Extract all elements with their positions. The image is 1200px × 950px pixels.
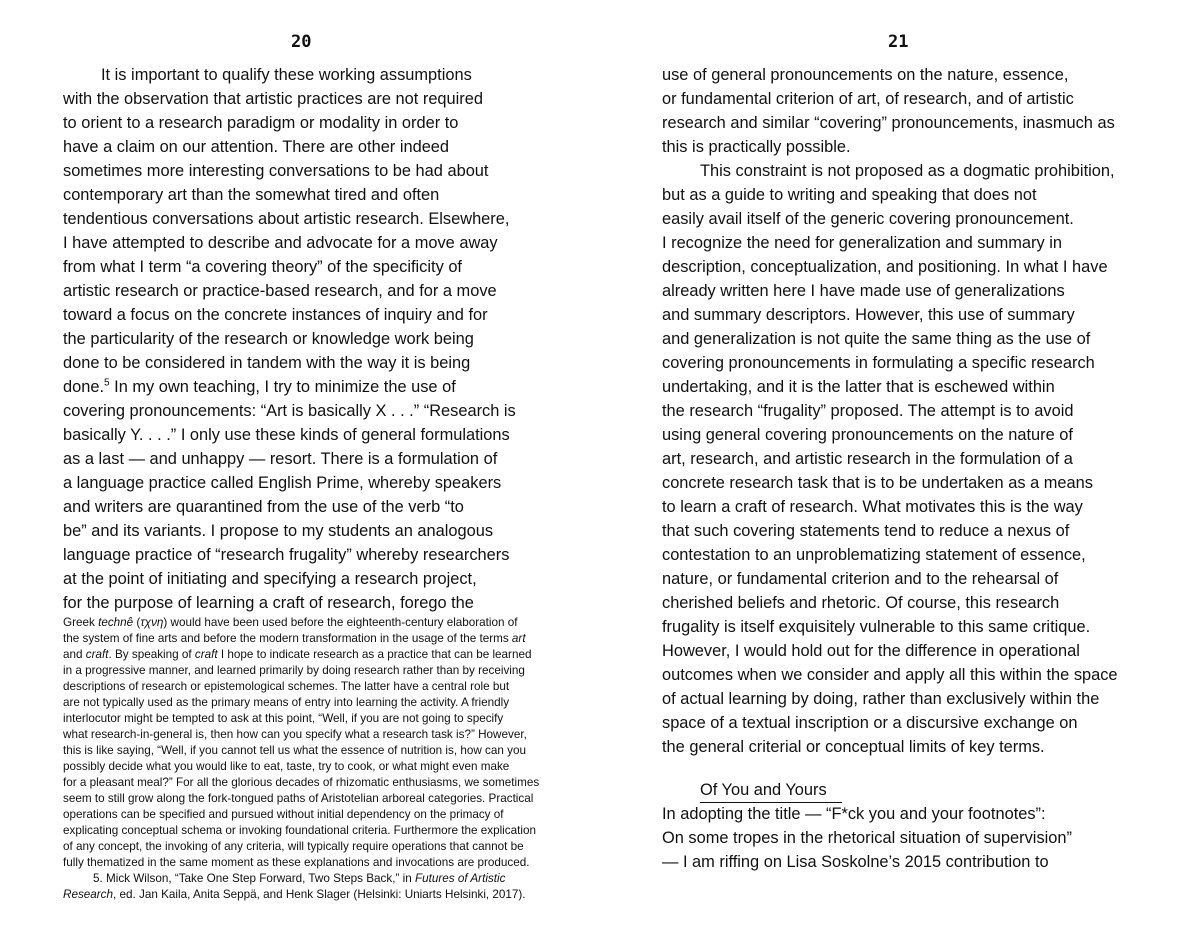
text-line: art, research, and artistic research in the formulation of a: [662, 450, 1073, 468]
text-line: or fundamental criterion of art, of research, and of artistic: [662, 90, 1074, 108]
text-line: the particularity of the research or knowledge work being: [63, 330, 474, 348]
text-line: be” and its variants. I propose to my students an analogous: [63, 522, 494, 540]
text-segment: done.: [63, 378, 105, 396]
footnote-line: [63, 647, 553, 663]
text-line: covering pronouncements in formulating a specific research: [662, 354, 1095, 372]
text-line: the research “frugality” proposed. The attempt is to avoid: [662, 402, 1074, 420]
text-line: basically Y. . . .” I only use these kinds of general formulations: [63, 426, 510, 444]
text-line: space of a textual inscription or a discursive exchange on: [662, 714, 1078, 732]
page-number-right: 21: [888, 32, 909, 52]
text-line: However, I would hold out for the difference in operational: [662, 642, 1080, 660]
text-line: toward a focus on the concrete instances of inquiry and for: [63, 306, 488, 324]
footnote-line: seem to still grow along the fork-tongued paths of Aristotelian arboreal categories. Practical: [63, 792, 534, 805]
text-line: the general criterial or conceptual limits of key terms.: [662, 738, 1045, 756]
footnote-line: possibly decide what you would like to eat, taste, try to cook, or what might even make: [63, 760, 510, 773]
footnote-line: [63, 631, 553, 647]
footnote-line: interlocutor might be tempted to ask at this point, “Well, if you are not going to specify: [63, 712, 504, 725]
text-line: this is practically possible.: [662, 138, 851, 156]
page-number-left: 20: [291, 32, 312, 52]
text-line: undertaking, and it is the latter that is eschewed within: [662, 378, 1055, 396]
text-line: [63, 375, 516, 399]
footnote-line: for a pleasant meal?” For all the glorious decades of rhizomatic enthusiasms, we sometimes: [63, 776, 540, 789]
footnote-line: [63, 887, 553, 903]
text-line: as a last — and unhappy — resort. There is a formulation of: [63, 450, 498, 468]
text-line: a language practice called English Prime, whereby speakers: [63, 474, 502, 492]
text-line: outcomes when we consider and apply all this within the space: [662, 666, 1118, 684]
text-line: cherished beliefs and rhetoric. Of course, this research: [662, 594, 1060, 612]
text-line: research and similar “covering” pronouncements, inasmuch as: [662, 114, 1115, 132]
text-segment: Greek: [63, 616, 99, 629]
text-line: at the point of initiating and specifying a research project,: [63, 570, 477, 588]
left-page-body: [63, 63, 516, 615]
text-line: done to be considered in tandem with the way it is being: [63, 354, 471, 372]
text-segment: τχνη: [140, 616, 164, 629]
text-segment: Research: [63, 888, 114, 901]
footnotes: [63, 615, 553, 903]
footnote-line: this is like saying, “Well, if you cannot tell us what the essence of nutrition is, how can you: [63, 744, 526, 757]
text-line: easily avail itself of the generic covering pronouncement.: [662, 210, 1074, 228]
footnote-line: [63, 871, 553, 887]
footnote-line: descriptions of research or epistemological schemes. The latter have a central role but: [63, 680, 510, 693]
footnote-line: what research-in-general is, then how can you specify what a research task is?” However,: [63, 728, 527, 741]
text-line: In adopting the title — “F*ck you and your footnotes”:: [662, 805, 1046, 823]
right-page-body: [662, 63, 1118, 759]
text-line: have a claim on our attention. There are other indeed: [63, 138, 450, 156]
text-line: — I am riffing on Lisa Soskolne’s 2015 contribution to: [662, 853, 1049, 871]
text-segment: and: [63, 648, 86, 661]
text-segment: 5. Mick Wilson, “Take One Step Forward, Two Steps Back,” in: [93, 872, 415, 885]
text-line: description, conceptualization, and positioning. In what I have: [662, 258, 1108, 276]
footnote-line: are not typically used as the primary means of entry into learning the activity. A friendly: [63, 696, 510, 709]
text-line: using general covering pronouncements on the nature of: [662, 426, 1073, 444]
text-line: and writers are quarantined from the use of the verb “to: [63, 498, 464, 516]
text-line: and generalization is not quite the same thing as the use of: [662, 330, 1091, 348]
footnote-line: fully thematized in the same moment as these explanations and invocations are produced.: [63, 856, 530, 869]
footnote-line: operations can be specified and pursued without initial dependency on the primacy of: [63, 808, 504, 821]
text-line: to orient to a research paradigm or modality in order to: [63, 114, 459, 132]
text-segment: craft: [85, 648, 109, 661]
text-line: use of general pronouncements on the nature, essence,: [662, 66, 1069, 84]
text-line: contemporary art than the somewhat tired and often: [63, 186, 440, 204]
text-line: tendentious conversations about artistic research. Elsewhere,: [63, 210, 510, 228]
text-segment: Futures of Artistic: [414, 872, 506, 885]
footnote-line: of any concept, the invoking of any criteria, will typically require operations that cannot be: [63, 840, 524, 853]
text-segment: (: [133, 616, 141, 629]
text-line: of actual learning by doing, rather than exclusively within the: [662, 690, 1100, 708]
text-line: from what I term “a covering theory” of the specificity of: [63, 258, 462, 276]
text-line: language practice of “research frugality” whereby researchers: [63, 546, 510, 564]
text-segment: the system of fine arts and before the modern transformation in the usage of the terms: [63, 632, 512, 645]
text-line: but as a guide to writing and speaking that does not: [662, 186, 1037, 204]
text-line: concrete research task that is to be undertaken as a means: [662, 474, 1093, 492]
text-line: to learn a craft of research. What motivates this is the way: [662, 498, 1083, 516]
text-segment: craft: [194, 648, 218, 661]
text-line: that such covering statements tend to reduce a nexus of: [662, 522, 1070, 540]
text-line: It is important to qualify these working assumptions: [101, 66, 472, 84]
footnote-line: [63, 615, 553, 631]
section-heading: Of You and Yours: [700, 778, 842, 803]
text-line: This constraint is not proposed as a dogmatic prohibition,: [700, 162, 1115, 180]
text-segment: art: [511, 632, 526, 645]
footnote-line: in a progressive manner, and learned primarily by doing research rather than by receiving: [63, 664, 525, 677]
text-segment: In my own teaching, I try to minimize the use of: [109, 378, 456, 396]
text-line: On some tropes in the rhetorical situation of supervision”: [662, 829, 1072, 847]
text-segment: , ed. Jan Kaila, Anita Seppä, and Henk Slager (Helsinki: Uniarts Helsinki, 2017).: [113, 888, 526, 901]
footnote-line: explicating conceptual schema or invoking foundational criteria. Furthermore the explication: [63, 824, 536, 837]
text-line: I recognize the need for generalization and summary in: [662, 234, 1062, 252]
text-segment: . By speaking of: [108, 648, 195, 661]
section-body: [662, 802, 1072, 874]
footnote-ref: 5: [104, 377, 110, 389]
text-segment: technê: [98, 616, 134, 629]
text-line: for the purpose of learning a craft of research, forego the: [63, 594, 474, 612]
text-segment: ) would have been used before the eighteenth-century elaboration of: [163, 616, 518, 629]
text-line: frugality is itself exquisitely vulnerable to this same critique.: [662, 618, 1091, 636]
text-line: I have attempted to describe and advocate for a move away: [63, 234, 498, 252]
text-segment: I hope to indicate research as a practice that can be learned: [217, 648, 532, 661]
text-line: with the observation that artistic practices are not required: [63, 90, 483, 108]
text-line: sometimes more interesting conversations to be had about: [63, 162, 489, 180]
text-line: contestation to an unproblematizing statement of essence,: [662, 546, 1086, 564]
text-line: and summary descriptors. However, this use of summary: [662, 306, 1075, 324]
text-line: covering pronouncements: “Art is basically X . . .” “Research is: [63, 402, 516, 420]
text-line: already written here I have made use of generalizations: [662, 282, 1065, 300]
text-line: nature, or fundamental criterion and to the rehearsal of: [662, 570, 1059, 588]
text-line: artistic research or practice-based research, and for a move: [63, 282, 497, 300]
